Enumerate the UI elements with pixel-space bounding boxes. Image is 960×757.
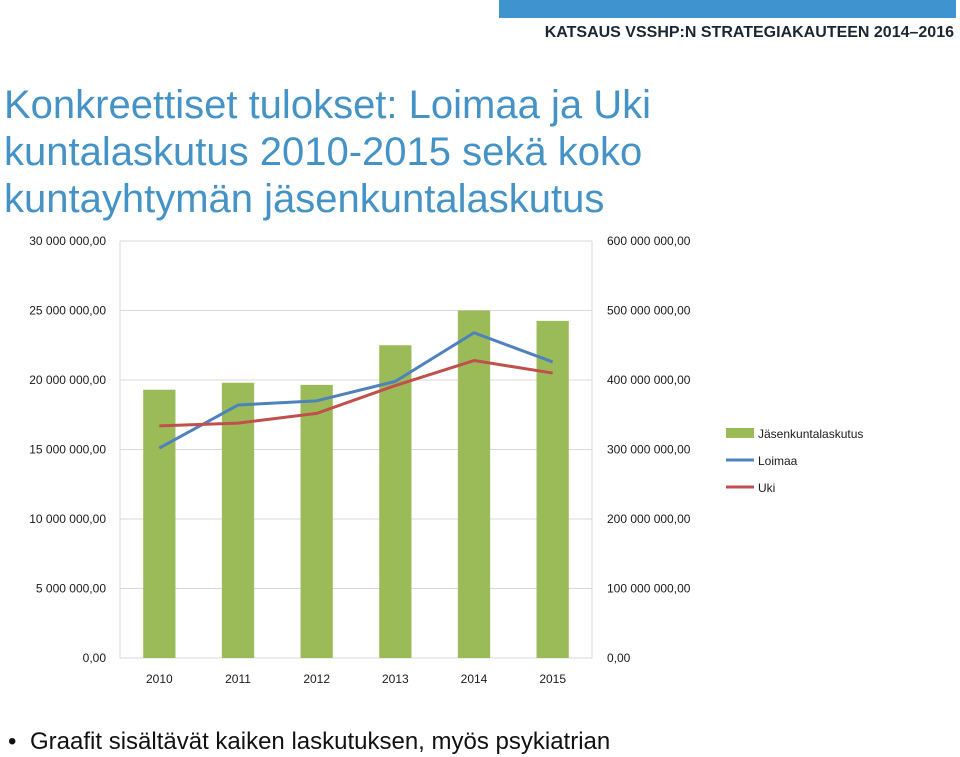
x-tick-label: 2014 bbox=[460, 672, 488, 686]
left-tick-label: 0,00 bbox=[82, 651, 106, 665]
legend-swatch bbox=[726, 428, 754, 438]
right-tick-label: 0,00 bbox=[607, 651, 631, 665]
x-tick-label: 2012 bbox=[303, 672, 331, 686]
right-tick-label: 200 000 000,00 bbox=[607, 512, 691, 526]
right-tick-label: 400 000 000,00 bbox=[607, 373, 691, 387]
bar bbox=[301, 385, 333, 658]
left-tick-label: 15 000 000,00 bbox=[29, 442, 106, 457]
x-tick-label: 2010 bbox=[145, 672, 173, 686]
x-tick-label: 2015 bbox=[539, 672, 567, 686]
chart-legend bbox=[726, 427, 863, 495]
x-axis-ticks bbox=[146, 672, 566, 686]
bar bbox=[143, 390, 175, 658]
left-tick-label: 30 000 000,00 bbox=[29, 234, 106, 248]
bullet-item bbox=[8, 728, 610, 756]
legend-label: Uki bbox=[758, 481, 776, 495]
left-tick-label: 5 000 000,00 bbox=[35, 581, 106, 596]
x-tick-label: 2013 bbox=[381, 672, 409, 686]
series-line-loimaa bbox=[159, 333, 552, 448]
left-tick-label: 10 000 000,00 bbox=[29, 512, 106, 526]
left-tick-label: 20 000 000,00 bbox=[29, 373, 106, 387]
bar-series bbox=[143, 311, 569, 659]
right-tick-label: 600 000 000,00 bbox=[607, 234, 691, 248]
line-series bbox=[159, 333, 552, 448]
chart-grid bbox=[120, 241, 592, 658]
header-label: KATSAUS VSSHP:N STRATEGIAKAUTEEN 2014–2016 bbox=[544, 24, 954, 41]
bullet-text: Graafit sisältävät kaiken laskutuksen, myös psykiatrian bbox=[30, 728, 611, 755]
bullet-symbol: • bbox=[8, 728, 17, 755]
right-axis-ticks bbox=[607, 234, 691, 665]
legend-label: Jäsenkuntalaskutus bbox=[758, 427, 864, 441]
title-line-2: kuntalaskutus 2010-2015 sekä koko bbox=[4, 130, 643, 174]
right-tick-label: 300 000 000,00 bbox=[607, 442, 691, 457]
legend-label: Loimaa bbox=[758, 454, 798, 468]
right-tick-label: 500 000 000,00 bbox=[607, 303, 691, 318]
title-line-3: kuntayhtymän jäsenkuntalaskutus bbox=[4, 177, 605, 221]
right-tick-label: 100 000 000,00 bbox=[607, 581, 691, 596]
left-axis-ticks bbox=[29, 234, 106, 665]
x-tick-label: 2011 bbox=[225, 672, 251, 686]
left-tick-label: 25 000 000,00 bbox=[29, 303, 106, 318]
title-line-1: Konkreettiset tulokset: Loimaa ja Uki bbox=[4, 83, 651, 127]
bar bbox=[379, 345, 411, 658]
